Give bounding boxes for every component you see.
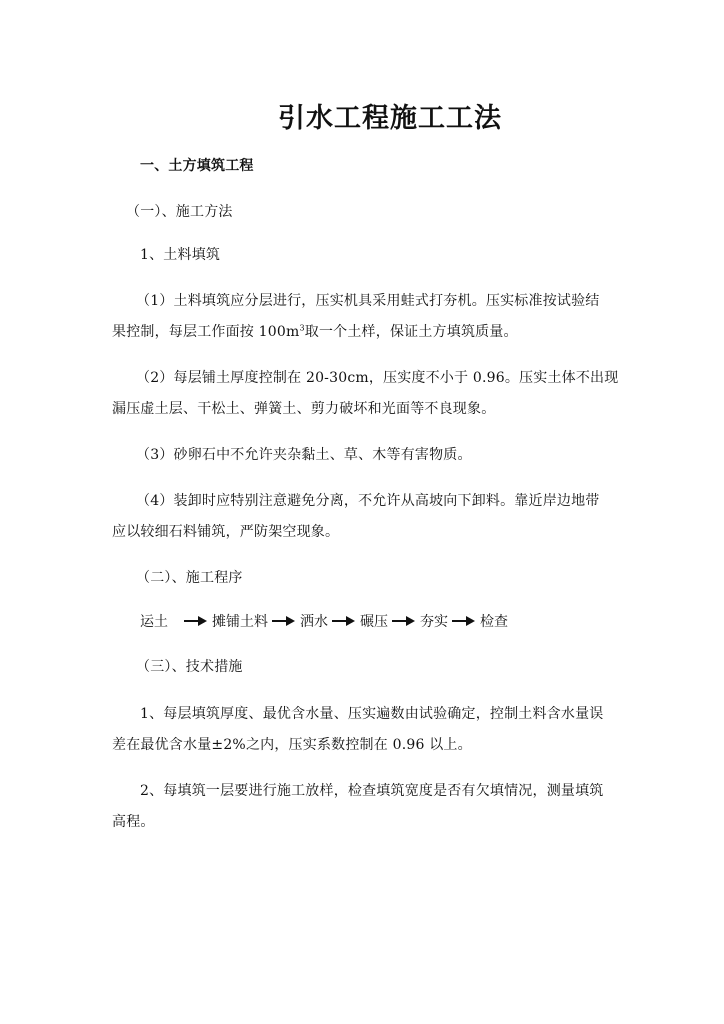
measure-2-line-1: 2、每填筑一层要进行施工放样，检查填筑宽度是否有欠填情况，测量填筑 bbox=[140, 783, 604, 799]
paragraph-1-line-2 bbox=[112, 321, 518, 341]
arrow-right-icon bbox=[392, 616, 416, 626]
measure-1-line-1: 1、每层填筑厚度、最优含水量、压实遍数由试验确定，控制土料含水量误 bbox=[140, 706, 604, 722]
subsection-technical-measures: （三）、技术措施 bbox=[136, 659, 243, 675]
subsection-construction-procedure: （二）、施工程序 bbox=[136, 570, 243, 586]
paragraph-3: （3）砂卵石中不允许夹杂黏土、草、木等有害物质。 bbox=[136, 447, 472, 463]
section-heading-earthwork: 一、土方填筑工程 bbox=[140, 158, 254, 174]
arrow-right-icon bbox=[184, 616, 208, 626]
paragraph-1-line-2-text-a: 果控制，每层工作面按 100m bbox=[112, 324, 300, 340]
paragraph-2-line-2: 漏压虚土层、干松土、弹簧土、剪力破坏和光面等不良现象。 bbox=[112, 401, 496, 417]
paragraph-4-line-2: 应以较细石料铺筑，严防架空现象。 bbox=[112, 524, 340, 540]
flow-step-spread: 摊铺土料 bbox=[212, 614, 268, 630]
document-title: 引水工程施工工法 bbox=[278, 103, 502, 134]
item-soil-filling: 1、土料填筑 bbox=[140, 247, 221, 263]
flow-step-water: 洒水 bbox=[300, 614, 328, 630]
flow-step-inspect: 检查 bbox=[480, 614, 508, 630]
paragraph-1-line-2-text-b: 取一个土样，保证土方填筑质量。 bbox=[304, 324, 518, 340]
arrow-right-icon bbox=[272, 616, 296, 626]
subsection-construction-method: （一）、施工方法 bbox=[126, 204, 233, 220]
arrow-right-icon bbox=[452, 616, 476, 626]
measure-1-line-2: 差在最优含水量±2%之内，压实系数控制在 0.96 以上。 bbox=[112, 737, 472, 753]
paragraph-4-line-1: （4）装卸时应特别注意避免分离，不允许从高坡向下卸料。靠近岸边地带 bbox=[136, 493, 600, 509]
procedure-flow bbox=[140, 611, 508, 631]
paragraph-2-line-1: （2）每层铺土厚度控制在 20-30cm，压实度不小于 0.96。压实土体不出现 bbox=[136, 370, 619, 386]
paragraph-1-line-1: （1）土料填筑应分层进行，压实机具采用蛙式打夯机。压实标准按试验结 bbox=[136, 293, 600, 309]
flow-step-transport: 运土 bbox=[140, 614, 168, 630]
arrow-right-icon bbox=[332, 616, 356, 626]
flow-step-tamp: 夯实 bbox=[420, 614, 448, 630]
flow-step-roll: 碾压 bbox=[360, 614, 388, 630]
measure-2-line-2: 高程。 bbox=[112, 814, 155, 830]
cubic-superscript: 3 bbox=[299, 323, 305, 333]
